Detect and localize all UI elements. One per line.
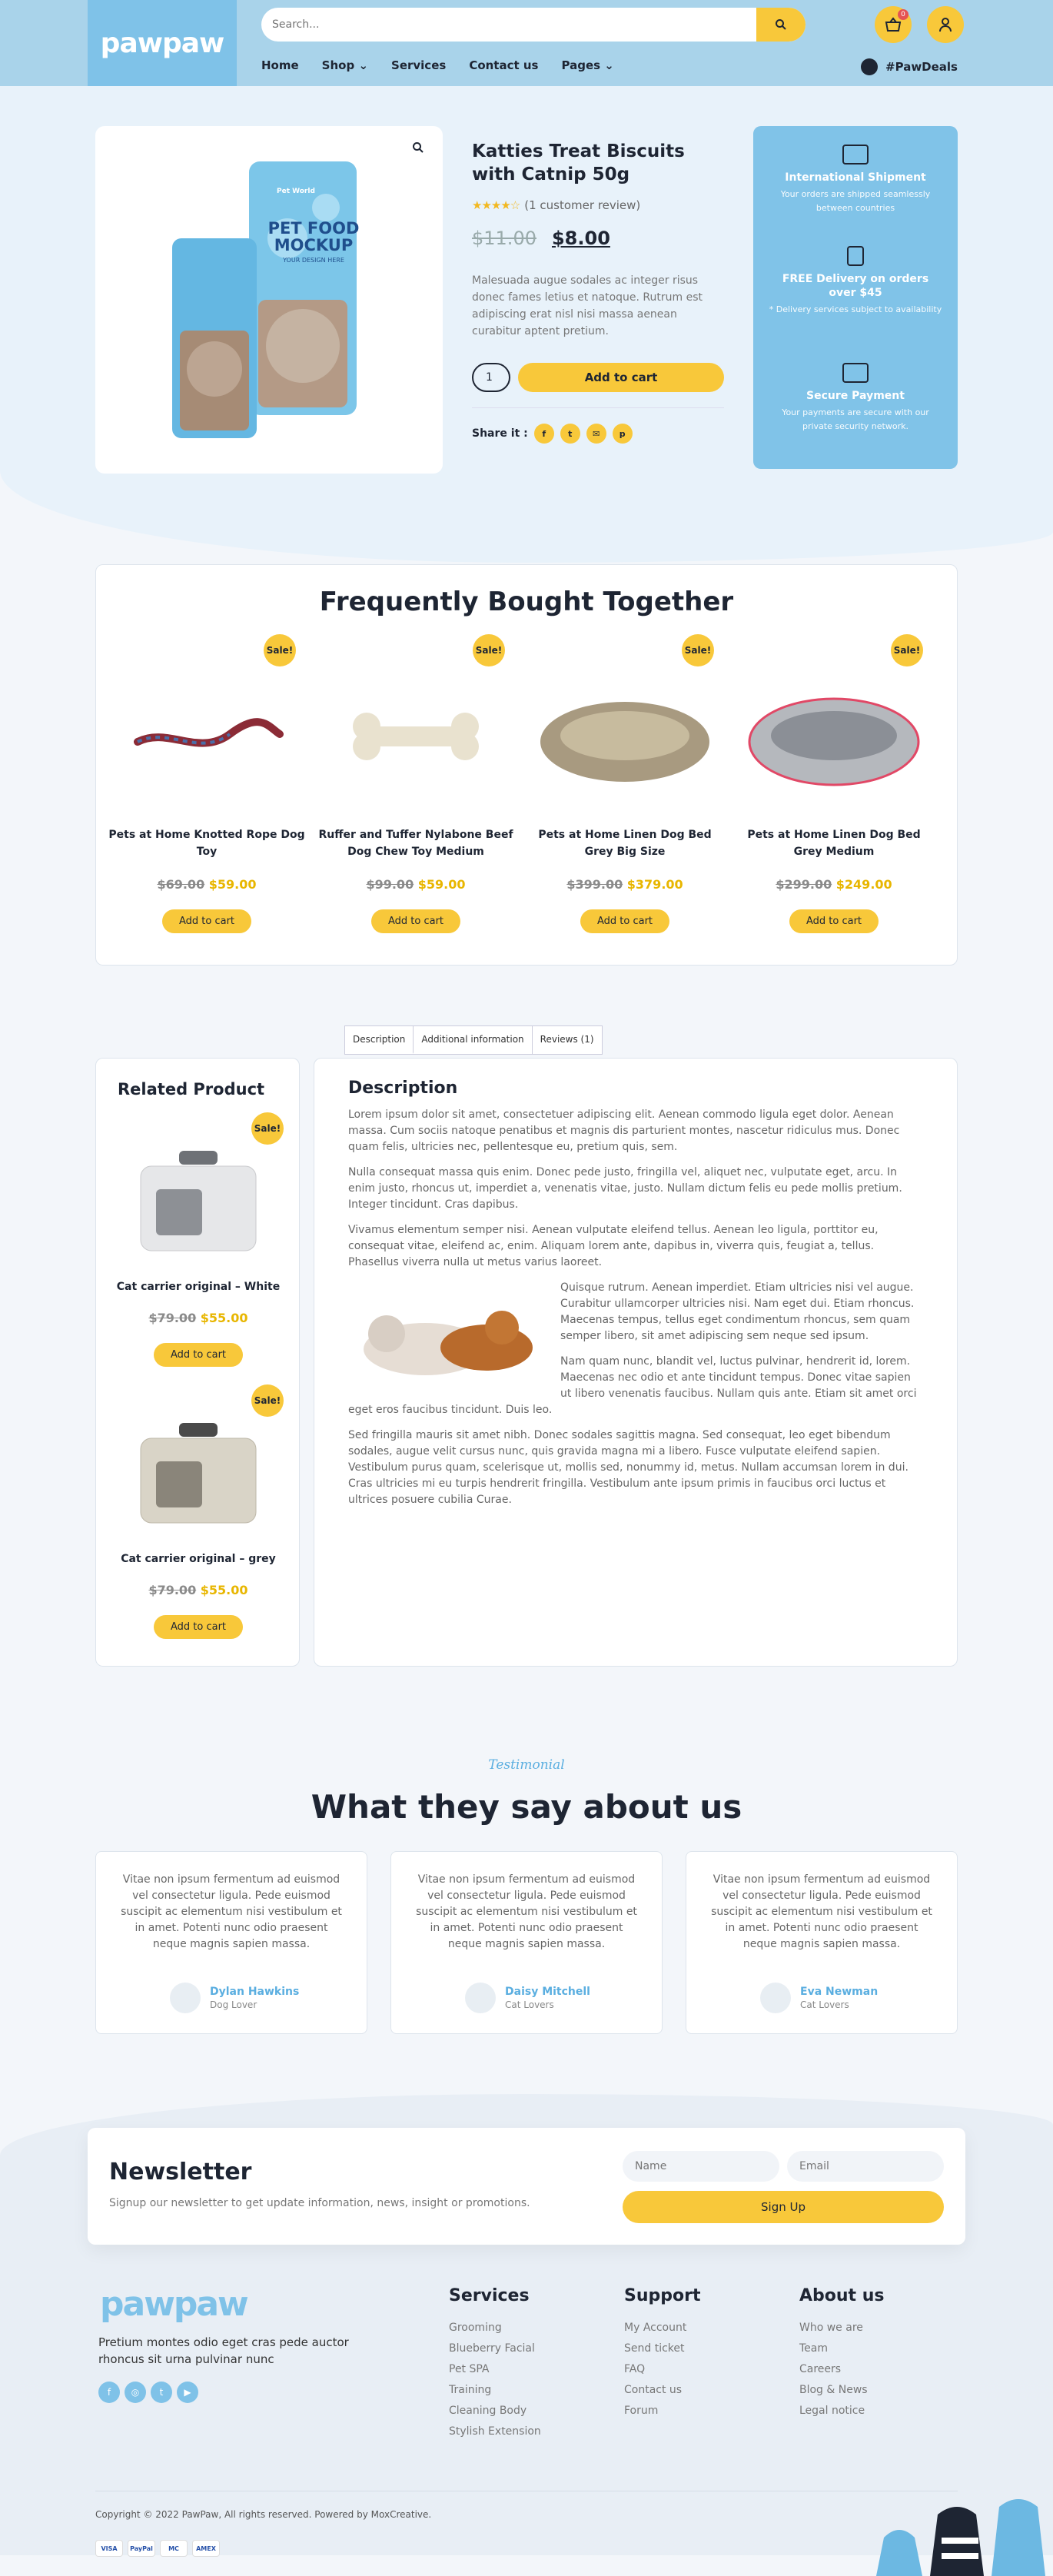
chevron-down-icon: ⌄ [604,58,614,72]
info-text: Your orders are shipped seamlessly between countries [780,189,931,213]
footer-logo[interactable]: pawpaw [100,2285,247,2324]
nav-pages[interactable] [562,58,614,72]
footer-link[interactable]: FAQ [624,2363,646,2375]
product-name[interactable]: Pets at Home Knotted Rope Dog Toy [108,829,305,858]
current-price: $8.00 [551,228,610,249]
footer-column-title: Services [449,2286,530,2305]
footer-link[interactable]: Contact us [624,2384,683,2396]
product-image[interactable] [95,126,443,474]
newsletter-subtitle: Signup our newsletter to get update information, news, insight or promotions. [109,2197,530,2209]
info-shipment [769,145,942,215]
share-row [472,407,724,444]
package-subtitle: YOUR DESIGN HERE [283,257,344,264]
chevron-down-icon: ⌄ [358,58,369,72]
sale-price: $59.00 [417,877,466,892]
instagram-icon[interactable]: ◎ [125,2382,146,2403]
product-price [525,877,725,892]
author-name: Daisy Mitchell [505,1986,590,1998]
search-bar [261,8,806,42]
frequently-bought-together [95,564,958,966]
bone-toy-image [324,665,508,796]
nav-contact[interactable]: Contact us [469,58,539,72]
footer-link[interactable]: Pet SPA [449,2363,490,2375]
sale-badge: Sale! [891,634,923,666]
avatar [760,1983,791,2013]
footer-column-title: Support [624,2286,701,2305]
footer-link[interactable]: Who we are [799,2322,863,2334]
testimonial-quote: Vitae non ipsum fermentum ad euismod vel consectetur ligula. Pede euismod suscipit ac elementum nisi vestibulum et in amet. Potenti nunc odio praesent neque magnis sapien massa. [711,1873,932,1950]
striped-bed-image [742,665,926,796]
old-price: $399.00 [566,877,623,892]
star-rating-icon: ★★★★☆ [472,198,520,212]
product-price [316,877,516,892]
nav-home[interactable]: Home [261,58,299,72]
old-price: $79.00 [148,1311,197,1325]
testimonial-card [390,1851,663,2034]
main-nav [261,58,614,72]
footer-link[interactable]: Grooming [449,2322,502,2334]
testimonial-card [95,1851,367,2034]
footer-link[interactable]: My Account [624,2322,687,2334]
product-price [96,1311,301,1325]
old-price: $99.00 [366,877,414,892]
testimonial-quote: Vitae non ipsum fermentum ad euismod vel consectetur ligula. Pede euismod suscipit ac elementum nisi vestibulum et in amet. Potenti nunc odio praesent neque magnis sapien massa. [416,1873,637,1950]
sale-price: $59.00 [208,877,257,892]
testimonial-heading: What they say about us [311,1788,742,1826]
testimonial-author [760,1983,878,2013]
site-logo[interactable]: pawpaw [88,0,237,86]
footer-link[interactable]: Blueberry Facial [449,2342,535,2355]
search-button[interactable] [756,8,806,42]
cart-button[interactable] [875,6,912,43]
gear-icon [861,58,878,75]
product-short-description: Malesuada augue sodales ac integer risus donec fames letius et natoque. Rutrum est adipiscing erat nisl nisi massa aenean curabitur aptent pretium. [472,274,703,337]
add-to-cart-button[interactable]: Add to cart [789,909,879,933]
sale-price: $55.00 [200,1311,248,1325]
sale-price: $55.00 [200,1583,248,1597]
newsletter-box [88,2128,965,2245]
product-name[interactable]: Pets at Home Linen Dog Bed Grey Medium [747,829,921,858]
sale-badge: Sale! [251,1384,284,1417]
section-heading: Frequently Bought Together [319,587,734,617]
nav-shop-label: Shop [321,58,355,72]
info-title: FREE Delivery on orders over $45 [782,273,929,299]
description-paragraph: Quisque rutrum. Aenean imperdiet. Etiam ultricies nisi vel augue. Curabitur ullamcorper ultricies nisi. Nam eget dui. Etiam rhoncus. Maecenas tempus, tellus eget condimentum rhoncus, sem quam semper libero, sit amet adipiscing sem neque sed ipsum. [560,1281,915,1342]
sale-price: $249.00 [835,877,892,892]
twitter-icon[interactable]: t [151,2382,172,2403]
sale-badge: Sale! [251,1112,284,1145]
tab-additional-information[interactable]: Additional information [414,1026,532,1054]
product-price [96,1583,301,1597]
email-icon[interactable]: ✉ [586,424,606,444]
share-label: Share it : [472,427,528,440]
avatar [170,1983,201,2013]
product-title: Katties Treat Biscuits with Catnip 50g [472,141,685,184]
pet-food-bags [172,161,357,438]
footer-link[interactable]: Training [449,2384,492,2396]
product-price [107,877,307,892]
footer-link[interactable]: Careers [799,2363,842,2375]
add-to-cart-button[interactable]: Add to cart [371,909,460,933]
product-name[interactable]: Pets at Home Linen Dog Bed Grey Big Size [538,829,712,858]
add-to-cart-button[interactable]: Add to cart [154,1615,243,1639]
description-paragraph: Lorem ipsum dolor sit amet, consectetuer adipiscing elit. Aenean commodo ligula eget dolor. Aenean massa. Cum sociis natoque penatibus et magnis dis parturient montes, nascetur ridiculus mus. Donec quam felis, ultricies nec, pellentesque eu, pretium quis, sem. [348,1109,900,1153]
description-paragraph: Vivamus elementum semper nisi. Aenean vulputate eleifend tellus. Aenean leo ligula, porttitor eu, consequat vitae, eleifend ac, enim. Aliquam lorem ante, dapibus in, viverra quis, feugiat a, tellus. Phasellus viverra nulla ut metus varius laoreet. [348,1224,879,1268]
footer-link[interactable]: Cleaning Body [449,2405,527,2417]
related-product-card[interactable] [96,1381,301,1643]
cart-count-badge: 0 [898,9,909,20]
footer-column-title: About us [799,2286,885,2305]
cat-dog-image [348,1280,548,1388]
user-icon [938,17,952,32]
sale-badge: Sale! [682,634,714,666]
old-price: $79.00 [148,1583,197,1597]
footer-link[interactable]: Forum [624,2405,659,2417]
testimonial-author [465,1983,590,2013]
add-to-cart-button[interactable]: Add to cart [162,909,251,933]
footer-description: Pretium montes odio eget cras pede auctor rhoncus sit urna pulvinar nunc [98,2335,349,2366]
facebook-icon[interactable]: f [98,2382,120,2403]
related-product-card[interactable] [96,1109,301,1371]
product-name[interactable]: Cat carrier original – grey [121,1553,276,1565]
author-name: Dylan Hawkins [210,1986,300,1998]
description-paragraph: Nulla consequat massa quis enim. Donec pede justo, fringilla vel, aliquet nec, vulputate eget, arcu. In enim justo, rhoncus ut, imperdiet a, venenatis vitae, justo. Nullam dictum felis eu pede mollis pretium. Integer tincidunt. Cras dapibus. [348,1166,902,1211]
newsletter-name-input[interactable] [623,2151,779,2182]
footer-link[interactable]: Legal notice [799,2405,865,2417]
testimonial-subtitle: Testimonial [488,1757,565,1773]
info-payment [769,363,942,434]
shipping-info-panel [753,126,958,469]
sale-price: $379.00 [626,877,683,892]
twitter-icon[interactable]: t [560,424,580,444]
info-title: Secure Payment [806,390,905,402]
package-brand: Pet World [277,188,315,195]
footer-services [449,2286,541,2442]
search-input[interactable] [272,8,733,42]
description-paragraph: Nam quam nunc, blandit vel, luctus pulvinar, hendrerit id, lorem. Maecenas nec odio et ante tincidunt tempus. Donec vitae sapien ut libero venenatis faucibus. Nullam quis ante. Etiam sit amet orci eget eros faucibus tincidunt. Duis leo. [348,1355,917,1416]
avatar [465,1983,496,2013]
site-header [0,0,1053,86]
basket-icon [885,17,902,32]
newsletter-heading: Newsletter [109,2159,252,2185]
white-carrier-image [125,1135,271,1266]
description-heading: Description [348,1079,458,1098]
product-card[interactable] [734,634,934,942]
old-price: $299.00 [776,877,832,892]
nav-shop[interactable] [322,58,368,72]
add-to-cart-button[interactable]: Add to cart [154,1343,243,1367]
product-card[interactable] [525,634,725,942]
package-title: PET FOOD MOCKUP [267,219,360,254]
paw-deals-link[interactable] [861,58,958,75]
footer-about [799,2286,884,2421]
sale-badge: Sale! [264,634,296,666]
quantity-field[interactable]: 1 [472,363,510,392]
info-text: * Delivery services subject to availability [769,304,942,314]
pinterest-icon[interactable]: p [613,424,633,444]
nav-pages-label: Pages [561,58,601,72]
review-count[interactable]: (1 customer review) [524,198,641,212]
facebook-icon[interactable]: f [534,424,554,444]
amex-icon: AMEX [192,2540,220,2557]
old-price: $11.00 [472,228,536,249]
footer-link[interactable]: Blog & News [799,2384,868,2396]
testimonial-card [686,1851,958,2034]
zoom-icon[interactable] [412,141,424,154]
grey-carrier-image [125,1408,271,1538]
related-heading: Related Product [118,1080,265,1099]
newsletter-email-input[interactable] [787,2151,944,2182]
rope-toy-image [115,665,299,796]
visa-icon: VISA [95,2540,123,2557]
social-links [98,2382,198,2403]
info-delivery [769,246,942,317]
paw-deals-label: #PawDeals [885,60,958,74]
testimonial-author [170,1983,299,2013]
bag-icon [847,246,864,266]
footer-link[interactable]: Stylish Extension [449,2425,541,2438]
old-price: $69.00 [157,877,205,892]
product-card[interactable] [107,634,307,942]
footer-link[interactable]: Team [799,2342,829,2355]
nav-services[interactable]: Services [391,58,447,72]
description-panel [314,1058,958,1667]
add-to-cart-button[interactable]: Add to cart [580,909,669,933]
tab-description[interactable]: Description [345,1026,414,1054]
author-role: Dog Lover [210,1999,257,2010]
product-tabs [344,1025,603,1055]
payment-methods [95,2540,220,2557]
info-text: Your payments are secure with our private security network. [782,407,929,431]
footer-support [624,2286,700,2421]
youtube-icon[interactable]: ▶ [177,2382,198,2403]
product-price [472,228,610,249]
sale-badge: Sale! [473,634,505,666]
search-icon [775,18,787,31]
signup-button[interactable]: Sign Up [623,2191,944,2223]
related-products [95,1058,300,1667]
truck-icon [842,145,869,165]
product-name[interactable]: Cat carrier original – White [116,1281,281,1293]
add-to-cart-button[interactable]: Add to cart [518,363,724,392]
paypal-icon: PayPal [128,2540,155,2557]
product-card[interactable] [316,634,516,942]
product-price [734,877,934,892]
mastercard-icon: MC [160,2540,188,2557]
testimonial-quote: Vitae non ipsum fermentum ad euismod vel consectetur ligula. Pede euismod suscipit ac elementum nisi vestibulum et in amet. Potenti nunc odio praesent neque magnis sapien massa. [121,1873,342,1950]
copyright: Copyright © 2022 PawPaw, All rights reserved. Powered by MoxCreative. [95,2509,432,2520]
product-name[interactable]: Ruffer and Tuffer Nylabone Beef Dog Chew Toy Medium [318,829,513,858]
author-role: Cat Lovers [505,1999,554,2010]
card-icon [842,363,869,383]
description-paragraph: Sed fringilla mauris sit amet nibh. Donec sodales sagittis magna. Sed consequat, leo eget bibendum sodales, augue velit cursus nunc, quis gravida magna mi a libero. Fusce vulputate eleifend sapien. Vestibulum purus quam, scelerisque ut, mollis sed, nonummy id, metus. Nullam accumsan lorem in dui. Cras ultricies mi eu turpis hendrerit fringilla. Vestibulum ante ipsum primis in faucibus orci luctus et ultrices posuere cubilia Curae. [348,1429,909,1506]
account-button[interactable] [927,6,964,43]
product-rating [472,198,640,212]
tab-reviews[interactable]: Reviews (1) [540,1034,594,1045]
author-role: Cat Lovers [800,1999,849,2010]
cartoon-cats-illustration [869,2491,1053,2576]
dog-bed-image [533,665,717,796]
footer-link[interactable]: Send ticket [624,2342,685,2355]
info-title: International Shipment [785,171,926,184]
author-name: Eva Newman [800,1986,879,1998]
